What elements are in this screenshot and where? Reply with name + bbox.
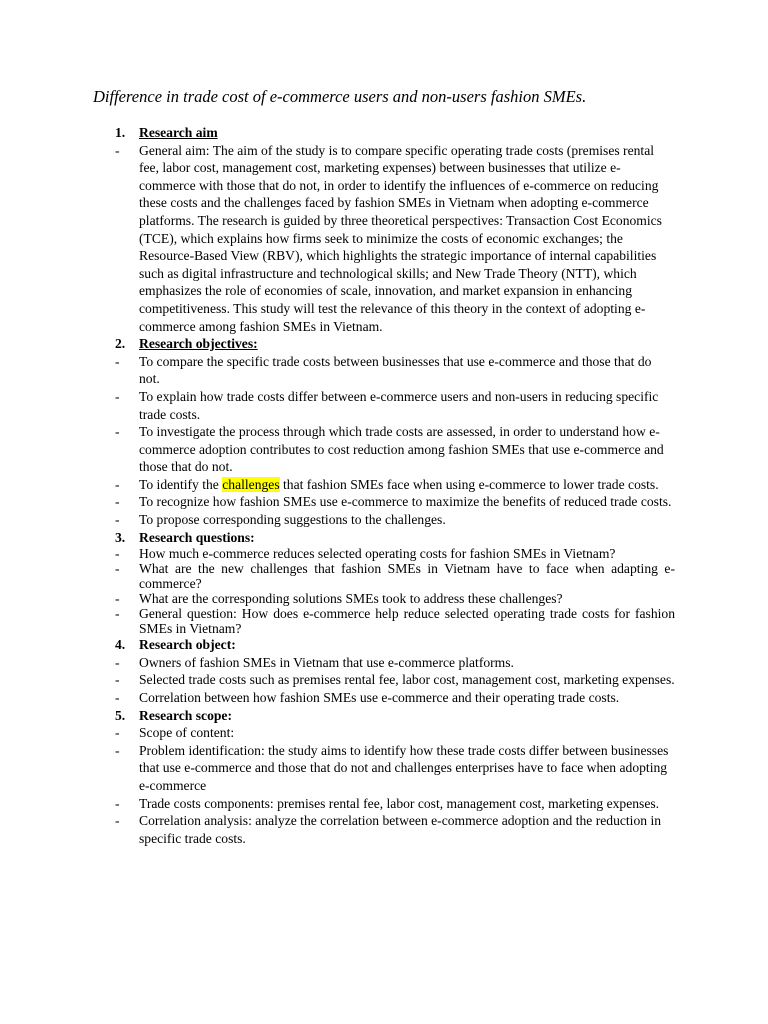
- list-item: [93, 423, 675, 476]
- list-item-text-after: that fashion SMEs face when using e-commerce to lower trade costs.: [279, 476, 659, 492]
- section-heading-text: Research object:: [139, 637, 236, 653]
- section-heading-research-questions: [93, 529, 675, 547]
- bullet-dash: -: [115, 424, 120, 440]
- list-item: [93, 795, 675, 813]
- section-number: 1.: [115, 125, 126, 140]
- list-item-text: Selected trade costs such as premises rental fee, labor cost, management cost, marketing expenses.: [139, 672, 675, 688]
- section-heading-text: Research aim: [139, 125, 218, 140]
- section-heading-text: Research objectives:: [139, 336, 258, 352]
- list-item: [93, 511, 675, 529]
- list-item-text: How much e-commerce reduces selected operating costs for fashion SMEs in Vietnam?: [139, 546, 616, 562]
- section-heading-research-object: [93, 636, 675, 654]
- list-item-text: General aim: The aim of the study is to compare specific operating trade costs (premises rental fee, labor cost, management cost, marketing expenses) between businesses that utilize e-commerce with those that do not, in order to identify the influences of e-commerce on reducing these costs and the challenges faced by fashion SMEs in Vietnam when adopting e-commerce platforms. The research is guided by three theoretical perspectives: Transaction Cost Economics (TCE), which explains how firms seek to minimize the costs of economic exchanges; the Resource-Based View (RBV), which highlights the strategic importance of internal capabilities such as digital infrastructure and technological skills; and New Trade Theory (NTT), which emphasizes the role of economies of scale, innovation, and market expansion in enhancing competitiveness. This study will test the relevance of this theory in the context of adopting e-commerce among fashion SMEs in Vietnam.: [139, 142, 662, 334]
- list-item-text: To propose corresponding suggestions to the challenges.: [139, 512, 446, 528]
- list-item: [93, 654, 675, 672]
- list-item-text: Trade costs components: premises rental fee, labor cost, management cost, marketing expenses.: [139, 795, 660, 811]
- document-body: [93, 124, 675, 847]
- bullet-dash: -: [115, 561, 120, 577]
- bullet-dash: -: [115, 142, 120, 158]
- list-item-text: What are the corresponding solutions SMEs took to address these challenges?: [139, 591, 563, 607]
- bullet-dash: -: [115, 654, 120, 670]
- bullet-dash: -: [115, 353, 120, 369]
- bullet-dash: -: [115, 546, 120, 562]
- list-item-text: Owners of fashion SMEs in Vietnam that use e-commerce platforms.: [139, 654, 514, 670]
- list-item: [93, 606, 675, 636]
- list-item-text: Correlation analysis: analyze the correlation between e-commerce adoption and the reduction in specific trade costs.: [139, 813, 662, 846]
- section-number: 3.: [115, 529, 126, 545]
- bullet-dash: -: [115, 725, 120, 741]
- section-number: 4.: [115, 637, 126, 653]
- list-item: [93, 142, 675, 336]
- list-item-text: To investigate the process through which trade costs are assessed, in order to understand how e-commerce adoption contributes to cost reduction among fashion SMEs that use e-commerce and those that do not.: [139, 424, 664, 475]
- bullet-dash: -: [115, 388, 120, 404]
- list-item: [93, 493, 675, 511]
- list-item: [93, 724, 675, 742]
- list-item: [93, 812, 675, 847]
- bullet-dash: -: [115, 690, 120, 706]
- list-item-text: What are the new challenges that fashion SMEs in Vietnam have to face when adapting e-commerce?: [139, 561, 675, 592]
- bullet-dash: -: [115, 494, 120, 510]
- list-item: [93, 689, 675, 707]
- bullet-dash: -: [115, 512, 120, 528]
- section-number: 5.: [115, 707, 126, 723]
- bullet-dash: -: [115, 672, 120, 688]
- list-item-text: Scope of content:: [139, 725, 235, 741]
- bullet-dash: -: [115, 742, 120, 758]
- list-item: [93, 742, 675, 795]
- bullet-dash: -: [115, 813, 120, 829]
- section-heading-research-objectives: [93, 335, 675, 353]
- section-heading-text: Research scope:: [139, 707, 232, 723]
- list-item-text: To explain how trade costs differ between e-commerce users and non-users in reducing specific trade costs.: [139, 388, 659, 422]
- section-number: 2.: [115, 336, 126, 352]
- list-item: [93, 546, 675, 561]
- bullet-dash: -: [115, 591, 120, 607]
- list-item: [93, 353, 675, 388]
- bullet-dash: -: [115, 795, 120, 811]
- list-item: [93, 591, 675, 606]
- list-item: [93, 671, 675, 689]
- list-item-text: Correlation between how fashion SMEs use e-commerce and their operating trade costs.: [139, 690, 620, 706]
- bullet-dash: -: [115, 476, 120, 492]
- section-heading-research-aim: [93, 124, 675, 142]
- list-item-text: To recognize how fashion SMEs use e-commerce to maximize the benefits of reduced trade costs.: [139, 494, 672, 510]
- list-item-highlighted: [93, 476, 675, 494]
- highlighted-word: challenges: [222, 476, 280, 492]
- list-item-text: General question: How does e-commerce help reduce selected operating trade costs for fashion SMEs in Vietnam?: [139, 606, 675, 637]
- list-item: [93, 388, 675, 423]
- list-item-text: Problem identification: the study aims to identify how these trade costs differ between businesses that use e-commerce and those that do not and challenges enterprises have to face when adopting e-commerce: [139, 742, 669, 793]
- section-heading-research-scope: [93, 707, 675, 725]
- document-title: Difference in trade cost of e-commerce users and non-users fashion SMEs.: [93, 87, 587, 106]
- list-item-text: To compare the specific trade costs between businesses that use e-commerce and those that do not.: [139, 353, 652, 387]
- list-item-text-before: To identify the: [139, 476, 223, 492]
- section-heading-text: Research questions:: [139, 529, 255, 545]
- bullet-dash: -: [115, 606, 120, 622]
- list-item: [93, 561, 675, 591]
